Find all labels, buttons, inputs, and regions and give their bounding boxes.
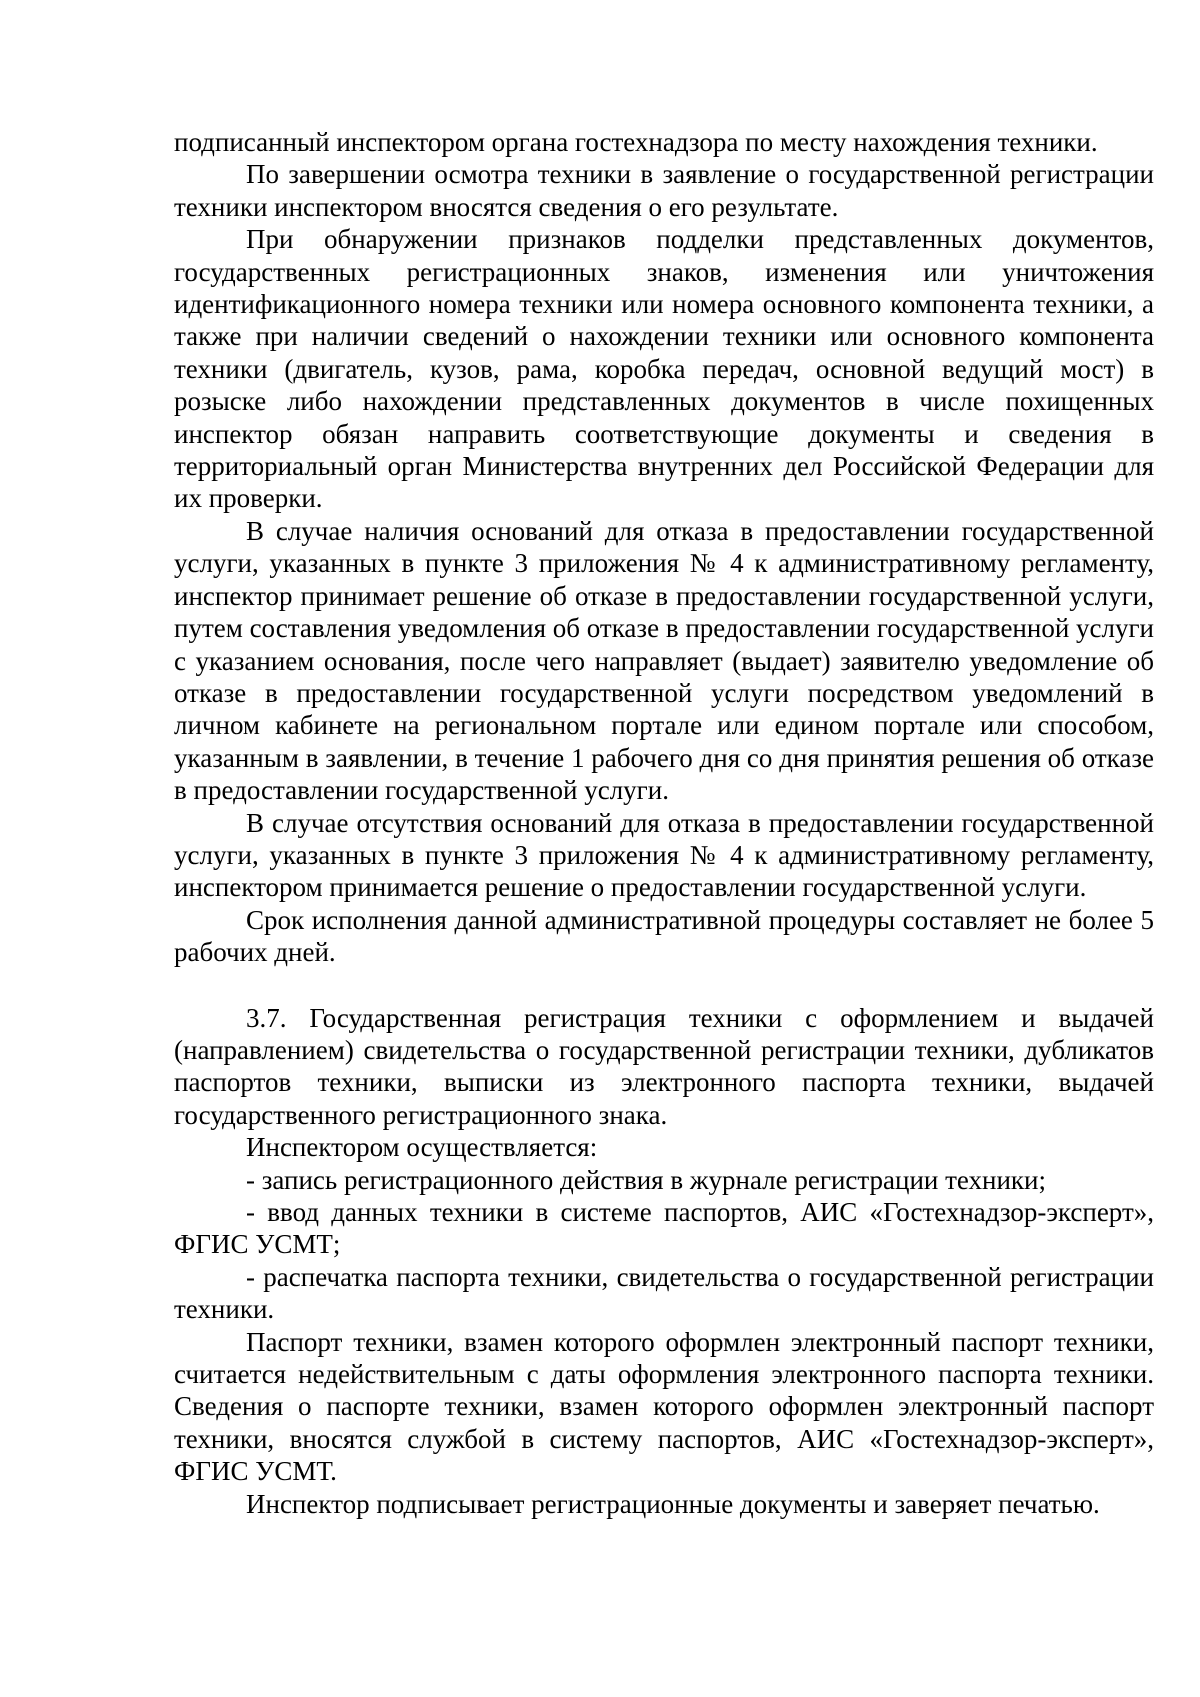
paragraph-inspector-signs: Инспектор подписывает регистрационные документы и заверяет печатью. [246,1488,1100,1519]
paragraph-continuation: подписанный инспектором органа гостехнадзора по месту нахождения техники. [174,127,1098,157]
document-page [174,126,1154,1520]
section-spacer [174,969,1154,1002]
paragraph-refusal-grounds: В случае наличия оснований для отказа в предоставлении государственной услуги, указанных в пункте 3 приложения № 4 к административному регламенту, инспектор принимает решение об отказе в предоставлении государственной услуги, путем составления уведомления об отказе в предоставлении государственной услуги с указанием основания, после чего направляет (выдает) заявителю уведомление об отказе в предоставлении государственной услуги посредством уведомлений в личном кабинете на региональном портале или едином портале или способом, указанным в заявлении, в течение 1 рабочего дня со дня принятия решения об отказе в предоставлении государственной услуги. [174,515,1155,806]
list-item-printing: - распечатка паспорта техники, свидетельства о государственной регистрации техники. [174,1261,1154,1325]
list-item-data-input: - ввод данных техники в системе паспортов, АИС «Гостехнадзор-эксперт», ФГИС УСМТ; [174,1197,1154,1260]
paragraph-no-refusal-grounds: В случае отсутствия оснований для отказа в предоставлении государственной услуги, указанных в пункте 3 приложения № 4 к административному регламенту, инспектором принимается решение о предоставлении государственной услуги. [174,807,1154,903]
paragraph-passport-invalid: Паспорт техники, взамен которого оформлен электронный паспорт техники, считается недействительным с даты оформления электронного паспорта техники. Сведения о паспорте техники, взамен которого оформлен электронный паспорт техники, вносятся службой в систему паспортов, АИС «Гостехнадзор-эксперт», ФГИС УСМТ. [174,1326,1154,1487]
paragraph-inspection-result: По завершении осмотра техники в заявление о государственной регистрации техники инспектором вносятся сведения о его результате. [174,159,1154,222]
section-heading-3-7: 3.7. Государственная регистрация техники с оформлением и выдачей (направлением) свидетельства о государственной регистрации техники, дубликатов паспортов техники, выписки из электронного паспорта техники, выдачей государственного регистрационного знака. [174,1002,1154,1130]
paragraph-procedure-term: Срок исполнения данной административной процедуры составляет не более 5 рабочих дней. [174,904,1154,968]
list-item-journal-entry: - запись регистрационного действия в журнале регистрации техники; [246,1164,1046,1195]
paragraph-forgery-detection: При обнаружении признаков подделки представленных документов, государственных регистрационных знаков, изменения или уничтожения идентификационного номера техники или номера основного компонента техники, а также при наличии сведений о нахождении техники или основного компонента техники (двигатель, кузов, рама, коробка передач, основной ведущий мост) в розыске либо нахождении представленных документов в числе похищенных инспектор обязан направить соответствующие документы и сведения в территориальный орган Министерства внутренних дел Российской Федерации для их проверки. [174,224,1154,514]
paragraph-inspector-actions-intro: Инспектором осуществляется: [246,1132,598,1163]
